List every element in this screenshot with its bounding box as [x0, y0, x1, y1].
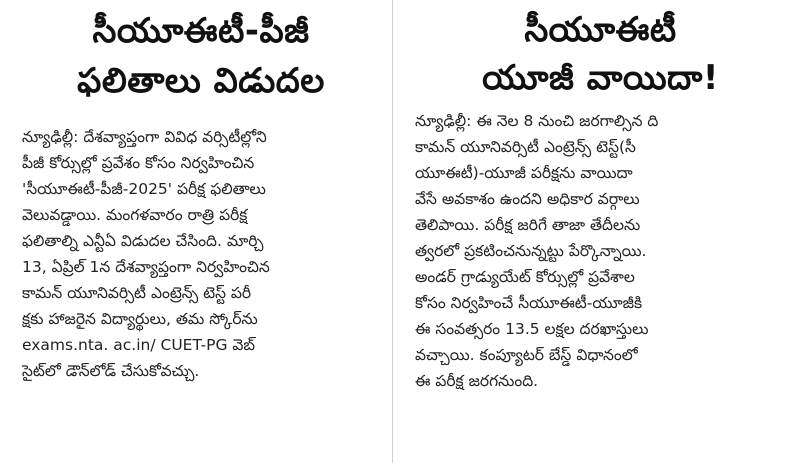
- body-line: న్యూఢిల్లీ: దేశవ్యాప్తంగా వివిధ వర్సిటీల్లోని: [22, 128, 267, 146]
- body-line: ఈ సంవత్సరం 13.5 లక్షల దరఖాస్తులు: [415, 320, 649, 338]
- headline-line: సీయూఈటీ-పీజీ: [92, 11, 310, 51]
- body-line: అండర్ గ్రాడ్యుయేట్ కోర్సుల్లో ప్రవేశాల: [415, 268, 635, 286]
- body-line: కామన్ యూనివర్సిటీ ఎంట్రెన్స్ టెస్ట్(సీ: [415, 138, 636, 156]
- body-line: వేసే అవకాశం ఉందని అధికార వర్గాలు: [415, 190, 640, 208]
- body-line: యూఈటీ)-యూజీ పరీక్షను వాయిదా: [415, 164, 633, 182]
- body-line: త్వరలో ప్రకటించనున్నట్టు పేర్కొన్నాయి.: [415, 242, 647, 260]
- article-body: [415, 108, 786, 394]
- article-body: [22, 124, 380, 384]
- body-line: వచ్చాయి. కంప్యూటర్ బేస్డ్ విధానంలో: [415, 346, 638, 364]
- headline-line: యూజీ వాయిదా!: [482, 58, 719, 98]
- article-cuet-pg-results: [0, 0, 393, 463]
- body-line: తెలిపాయి. పరీక్ష జరిగే తాజా తేదీలను: [415, 216, 641, 234]
- body-line: వెలువడ్డాయి. మంగళవారం రాత్రి పరీక్ష: [22, 206, 248, 224]
- body-line: ఫలితాల్ని ఎన్టీఏ విడుదల చేసింది. మార్చి: [22, 232, 264, 250]
- body-line: సైట్‌లో డౌన్‌లోడ్ చేసుకోవచ్చు.: [22, 362, 200, 380]
- headline: [22, 6, 380, 106]
- headline: [415, 6, 786, 102]
- headline-line: ఫలితాలు విడుదల: [77, 61, 325, 101]
- body-line: కామన్ యూనివర్సిటీ ఎంట్రెన్స్ టెస్ట్ పరీ: [22, 284, 252, 302]
- headline-line: సీయూఈటీ: [524, 10, 677, 50]
- body-line: పీజీ కోర్సుల్లో ప్రవేశం కోసం నిర్వహించిన: [22, 154, 255, 172]
- body-line: 13, ఏప్రిల్ 1న దేశవ్యాప్తంగా నిర్వహించిన: [22, 258, 270, 276]
- body-line: క్షకు హాజరైన విద్యార్థులు, తమ స్కోర్‌ను: [22, 310, 258, 328]
- body-line: ఈ పరీక్ష జరగనుంది.: [415, 372, 539, 390]
- body-line: 'సీయూఈటీ-పీజీ-2025' పరీక్ష ఫలితాలు: [22, 180, 266, 198]
- body-line: exams.nta. ac.in/ CUET-PG వెబ్: [22, 336, 256, 354]
- body-line: న్యూఢిల్లీ: ఈ నెల 8 నుంచి జరగాల్సిన ది: [415, 112, 659, 130]
- body-line: కోసం నిర్వహించే సీయూఈటీ-యూజీకి: [415, 294, 643, 312]
- article-cuet-ug-postponed: [399, 0, 800, 463]
